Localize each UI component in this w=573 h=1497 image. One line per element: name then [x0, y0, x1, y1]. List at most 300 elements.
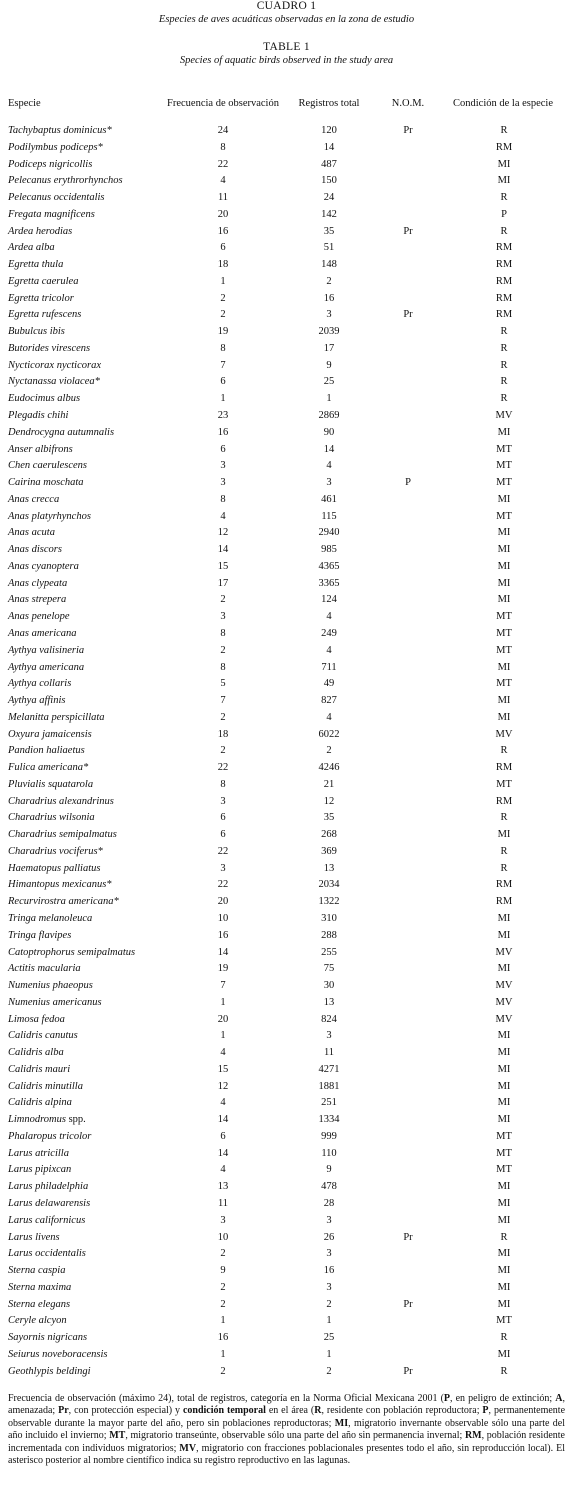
cell-records: 142	[321, 208, 337, 220]
table-row	[0, 1029, 573, 1046]
cell-records: 249	[321, 627, 337, 639]
cell-frequency: 1	[220, 1315, 226, 1327]
cell-frequency: 11	[217, 1198, 229, 1209]
cell-records: 12	[323, 795, 335, 807]
cell-condition: RM	[495, 242, 513, 254]
table-row	[0, 543, 573, 560]
cell-condition: RM	[495, 259, 513, 271]
cell-frequency: 18	[217, 259, 229, 271]
footnote	[8, 1393, 565, 1467]
cell-condition: R	[500, 393, 508, 405]
footnote-term: Pr	[58, 1405, 69, 1417]
cell-species: Aythya americana	[8, 661, 85, 673]
cell-species: Larus delawarensis	[8, 1198, 91, 1209]
cell-records: 35	[323, 225, 335, 237]
cell-condition: MI	[497, 426, 511, 438]
cell-frequency: 8	[220, 627, 226, 639]
cell-frequency: 4	[220, 175, 226, 187]
cell-frequency: 3	[220, 1214, 226, 1226]
cell-species: Haematopus palliatus	[8, 862, 101, 874]
cell-condition: R	[500, 326, 508, 338]
cell-records: 2	[326, 1298, 332, 1310]
cell-frequency: 16	[217, 1332, 229, 1344]
footnote-term: condición temporal	[182, 1405, 266, 1417]
cell-condition: R	[500, 342, 508, 354]
cell-species: Limosa fedoa	[8, 1013, 65, 1025]
table-row	[0, 1096, 573, 1113]
cell-nom: Pr	[403, 309, 413, 321]
table-row	[0, 258, 573, 275]
cell-species: Numenius americanus	[8, 996, 102, 1008]
cell-species: Anas platyrhynchos	[8, 510, 91, 522]
table-row	[0, 208, 573, 225]
cell-frequency: 22	[217, 879, 229, 891]
cell-records: 90	[323, 426, 335, 438]
table-row	[0, 761, 573, 778]
cell-frequency: 24	[217, 125, 229, 136]
cell-species: Plegadis chihi	[8, 410, 69, 422]
cell-species: Numenius phaeopus	[8, 980, 93, 992]
footnote-text: , en peligro de extinción;	[450, 1393, 556, 1404]
cell-frequency: 3	[220, 611, 226, 623]
table-row	[0, 593, 573, 610]
table-row	[0, 476, 573, 493]
cell-frequency: 1	[220, 1030, 226, 1042]
cell-species: Egretta thula	[8, 259, 64, 271]
table-row	[0, 1130, 573, 1147]
table-row	[0, 862, 573, 879]
cell-records: 51	[323, 242, 335, 254]
cell-frequency: 2	[220, 594, 226, 606]
table-row	[0, 795, 573, 812]
cell-records: 9	[326, 359, 332, 371]
cell-species: Podilymbus podiceps*	[8, 141, 103, 153]
cell-records: 11	[323, 1047, 335, 1059]
table-subtitle: Species of aquatic birds observed in the study area	[179, 55, 394, 66]
cell-frequency: 12	[217, 1080, 229, 1092]
cell-species: Egretta caerulea	[8, 275, 79, 287]
cell-records: 14	[323, 443, 335, 455]
cell-frequency: 3	[220, 862, 226, 874]
cell-species: Pelecanus erythrorhynchos	[8, 175, 123, 187]
cell-frequency: 3	[220, 795, 226, 807]
cell-frequency: 2	[220, 1298, 226, 1310]
cell-condition: R	[500, 845, 508, 857]
cell-species: Calidris alpina	[8, 1097, 72, 1109]
cell-species: Calidris canutus	[8, 1030, 78, 1042]
cell-records: 4	[326, 644, 332, 656]
cell-records: 1	[326, 393, 332, 405]
cell-condition: MI	[497, 711, 511, 723]
table-row	[0, 124, 573, 141]
cell-nom: P	[405, 477, 411, 489]
footnote-text: en el área (	[265, 1405, 315, 1417]
table-row	[0, 1080, 573, 1097]
table-row	[0, 359, 573, 376]
cell-frequency: 15	[217, 1063, 229, 1075]
cell-species: Melanitta perspicillata	[8, 711, 105, 723]
cell-condition: MT	[496, 510, 512, 522]
cell-frequency: 19	[217, 326, 229, 338]
cell-condition: MI	[497, 661, 511, 673]
cell-frequency: 15	[217, 560, 229, 572]
cell-frequency: 6	[220, 1130, 226, 1142]
cell-species: Larus livens	[8, 1231, 60, 1243]
cell-condition: RM	[495, 795, 513, 807]
cell-frequency: 1	[220, 393, 226, 405]
cell-condition: MI	[497, 1248, 511, 1260]
cell-species: Seiurus noveboracensis	[8, 1348, 108, 1360]
cell-species: Calidris minutilla	[8, 1080, 83, 1092]
table-row	[0, 392, 573, 409]
cell-records: 3	[326, 1281, 332, 1293]
cell-records: 26	[323, 1231, 335, 1243]
table-row	[0, 342, 573, 359]
cell-condition: MI	[497, 1030, 511, 1042]
cell-frequency: 4	[220, 510, 226, 522]
cell-records: 4	[326, 611, 332, 623]
cell-species: Calidris mauri	[8, 1063, 71, 1075]
cell-records: 985	[321, 544, 337, 556]
cell-condition: MI	[497, 1281, 511, 1293]
cell-frequency: 8	[220, 661, 226, 673]
cell-condition: R	[500, 359, 508, 371]
cell-nom: Pr	[403, 1231, 413, 1243]
table-row	[0, 1298, 573, 1315]
cell-records: 1881	[318, 1080, 340, 1092]
cell-frequency: 4	[220, 1164, 226, 1176]
cell-frequency: 14	[217, 1147, 229, 1159]
cell-species: Anas clypeata	[8, 577, 68, 589]
table-row	[0, 962, 573, 979]
table-row	[0, 946, 573, 963]
cell-frequency: 10	[217, 912, 229, 924]
cell-records: 3	[326, 1248, 332, 1260]
cell-species: Charadrius vociferus*	[8, 845, 103, 857]
cell-records: 2034	[318, 879, 340, 891]
cell-frequency: 3	[220, 477, 226, 489]
cell-records: 13	[323, 996, 335, 1008]
cell-species: Egretta rufescens	[8, 309, 82, 321]
cell-species: Limnodromus spp.	[8, 1114, 86, 1126]
cell-condition: MI	[497, 594, 511, 606]
cell-species: Anas americana	[8, 627, 77, 639]
cell-species: Tachybaptus dominicus*	[8, 125, 112, 136]
table-row	[0, 811, 573, 828]
table-row	[0, 191, 573, 208]
table-header	[0, 98, 573, 114]
cell-condition: R	[500, 745, 508, 757]
cell-frequency: 10	[217, 1231, 229, 1243]
cell-nom: Pr	[403, 1298, 413, 1310]
table-row	[0, 1147, 573, 1164]
table-row	[0, 979, 573, 996]
cell-frequency: 7	[220, 359, 226, 371]
table-row	[0, 241, 573, 258]
cell-condition: MT	[496, 1130, 512, 1142]
cell-condition: MI	[497, 1265, 511, 1277]
cell-frequency: 8	[220, 493, 226, 505]
cell-species: Larus atricilla	[8, 1147, 69, 1159]
cell-species: Tringa melanoleuca	[8, 912, 93, 924]
footnote-text: , residente con población reproductora;	[321, 1405, 483, 1417]
cell-records: 13	[323, 862, 335, 874]
cell-records: 2869	[318, 410, 340, 422]
cell-species: Charadrius wilsonia	[8, 812, 95, 824]
cell-species: Nycticorax nycticorax	[8, 359, 102, 371]
table-row	[0, 828, 573, 845]
table-row	[0, 661, 573, 678]
cell-species: Phalaropus tricolor	[8, 1130, 92, 1142]
table-row	[0, 845, 573, 862]
cell-records: 711	[321, 661, 337, 673]
cell-species: Chen caerulescens	[8, 460, 88, 472]
cell-condition: R	[500, 1231, 508, 1243]
table-row	[0, 878, 573, 895]
cell-records: 2	[326, 275, 332, 287]
cell-frequency: 2	[220, 309, 226, 321]
table-row	[0, 493, 573, 510]
table-row	[0, 778, 573, 795]
footnote-term: P	[443, 1393, 451, 1404]
cell-frequency: 20	[217, 1013, 229, 1025]
cell-condition: MI	[497, 1214, 511, 1226]
header-records: Registros total	[298, 98, 360, 109]
table-row	[0, 644, 573, 661]
cell-condition: MI	[497, 1198, 511, 1209]
cell-records: 21	[323, 778, 335, 790]
table-row	[0, 308, 573, 325]
cell-condition: RM	[495, 275, 513, 287]
cell-species: Dendrocygna autumnalis	[8, 426, 115, 438]
cell-condition: MI	[497, 929, 511, 941]
table-row	[0, 1365, 573, 1382]
cell-condition: RM	[495, 896, 513, 908]
cell-records: 2	[326, 745, 332, 757]
table-row	[0, 1046, 573, 1063]
cell-condition: RM	[495, 879, 513, 891]
footnote-text: , con protección especial) y	[68, 1405, 183, 1417]
cell-records: 255	[321, 946, 337, 958]
cell-condition: MT	[496, 778, 512, 790]
cell-nom: Pr	[403, 1365, 413, 1377]
table-row	[0, 1264, 573, 1281]
cell-condition: MI	[497, 493, 511, 505]
cell-records: 824	[321, 1013, 337, 1025]
cell-records: 827	[321, 695, 337, 707]
cell-species: Fulica americana*	[8, 762, 89, 774]
cell-records: 3	[326, 1214, 332, 1226]
cell-species: Cairina moschata	[8, 477, 84, 489]
table-row	[0, 996, 573, 1013]
table-row	[0, 560, 573, 577]
cell-condition: MT	[496, 644, 512, 656]
table-row	[0, 1331, 573, 1348]
table-row	[0, 325, 573, 342]
cell-condition: RM	[495, 762, 513, 774]
cell-records: 35	[323, 812, 335, 824]
cell-condition: MI	[497, 1080, 511, 1092]
cell-frequency: 14	[217, 544, 229, 556]
table-row	[0, 443, 573, 460]
cell-condition: MI	[497, 527, 511, 539]
footnote-text: Frecuencia de observación (máximo 24), total de registros, categoría en la Norma Oficial Mexicana 2001 (	[8, 1393, 444, 1404]
cell-condition: MI	[497, 544, 511, 556]
cell-records: 14	[323, 141, 335, 153]
cell-frequency: 16	[217, 426, 229, 438]
cell-condition: RM	[495, 292, 513, 304]
cell-condition: MT	[496, 611, 512, 623]
cell-records: 25	[323, 376, 335, 388]
cell-species: Charadrius alexandrinus	[8, 795, 114, 807]
cell-frequency: 22	[217, 158, 229, 170]
cell-condition: MI	[497, 1063, 511, 1075]
cell-records: 110	[321, 1147, 337, 1159]
footnote-text: , migratorio con fracciones poblacionales presentes todo el año, sin reproducción local). El asterisco posterior al nombre científico indica su registro reproductivo en las lagunas.	[8, 1442, 565, 1467]
cell-records: 1	[326, 1315, 332, 1327]
cell-records: 150	[321, 175, 337, 187]
cell-records: 999	[321, 1130, 337, 1142]
cell-records: 251	[321, 1097, 337, 1109]
table-row	[0, 610, 573, 627]
cell-records: 148	[321, 259, 337, 271]
cell-frequency: 2	[220, 1281, 226, 1293]
cell-records: 1334	[318, 1114, 340, 1126]
cell-species: Ardea alba	[8, 242, 55, 254]
cell-records: 3	[326, 477, 332, 489]
cell-records: 120	[321, 125, 337, 136]
cell-frequency: 6	[220, 242, 226, 254]
cell-frequency: 20	[217, 208, 229, 220]
table-row	[0, 1231, 573, 1248]
cell-condition: MI	[497, 577, 511, 589]
cell-condition: MI	[497, 829, 511, 841]
cell-records: 9	[326, 1164, 332, 1176]
cell-frequency: 18	[217, 728, 229, 740]
cell-frequency: 22	[217, 762, 229, 774]
table-row	[0, 895, 573, 912]
cell-condition: MT	[496, 678, 512, 690]
cell-records: 2940	[318, 527, 340, 539]
cell-species: Podiceps nigricollis	[8, 158, 93, 170]
cell-species: Anas discors	[8, 544, 62, 556]
cell-species: Larus californicus	[8, 1214, 86, 1226]
cell-species: Fregata magnificens	[8, 208, 95, 220]
footnote-text: , permanentemente observable durante la mayor parte del año, pero sin poblaciones reproductoras;	[8, 1405, 566, 1429]
cell-records: 369	[321, 845, 337, 857]
cell-species: Anser albifrons	[8, 443, 73, 455]
table-row	[0, 225, 573, 242]
cell-condition: MI	[497, 560, 511, 572]
cell-frequency: 5	[220, 678, 226, 690]
cell-species: Anas penelope	[8, 611, 70, 623]
cell-frequency: 4	[220, 1047, 226, 1059]
cell-species: Larus philadelphia	[8, 1181, 89, 1193]
cell-condition: MI	[497, 1097, 511, 1109]
cell-species: Larus pipixcan	[8, 1164, 72, 1176]
cell-records: 288	[321, 929, 337, 941]
cell-records: 16	[323, 292, 335, 304]
cell-frequency: 11	[217, 192, 229, 204]
footnote-term: RM	[464, 1430, 482, 1442]
cell-records: 487	[321, 158, 337, 170]
cell-records: 461	[321, 493, 337, 505]
table-row	[0, 1214, 573, 1231]
cell-frequency: 1	[220, 1348, 226, 1360]
cell-frequency: 8	[220, 342, 226, 354]
table-row	[0, 929, 573, 946]
cell-frequency: 16	[217, 929, 229, 941]
header-nom: N.O.M.	[391, 98, 425, 109]
table-row	[0, 275, 573, 292]
cell-records: 2	[326, 1365, 332, 1377]
cell-frequency: 14	[217, 946, 229, 958]
cell-species: Anas acuta	[8, 527, 55, 539]
cell-records: 4246	[318, 762, 340, 774]
cell-records: 124	[321, 594, 337, 606]
cell-frequency: 17	[217, 577, 229, 589]
cell-frequency: 22	[217, 845, 229, 857]
title-block	[0, 0, 573, 68]
header-species: Especie	[8, 98, 41, 109]
table-row	[0, 1013, 573, 1030]
cell-frequency: 1	[220, 996, 226, 1008]
cell-records: 17	[323, 342, 335, 354]
table-row	[0, 1163, 573, 1180]
table-row	[0, 1247, 573, 1264]
cell-condition: MV	[495, 996, 513, 1008]
cell-records: 3	[326, 309, 332, 321]
cell-frequency: 20	[217, 896, 229, 908]
cell-condition: R	[500, 862, 508, 874]
table-row	[0, 1063, 573, 1080]
footnote-term: P	[482, 1405, 489, 1417]
cell-condition: MI	[497, 1348, 511, 1360]
cell-species: Catoptrophorus semipalmatus	[8, 946, 136, 958]
table-row	[0, 577, 573, 594]
table-row	[0, 627, 573, 644]
cell-frequency: 8	[220, 141, 226, 153]
cell-records: 25	[323, 1332, 335, 1344]
table-row	[0, 694, 573, 711]
cell-frequency: 13	[217, 1181, 229, 1193]
table-row	[0, 1113, 573, 1130]
cell-condition: MV	[495, 946, 513, 958]
cell-condition: MI	[497, 1298, 511, 1310]
cell-condition: MI	[497, 1047, 511, 1059]
cell-species: Ceryle alcyon	[8, 1315, 67, 1327]
cell-condition: R	[500, 812, 508, 824]
cell-species: Calidris alba	[8, 1047, 64, 1059]
footnote-text: , migratorio invernante observable sólo una parte del año incluido el invierno;	[8, 1417, 565, 1442]
cell-frequency: 1	[220, 275, 226, 287]
cell-records: 6022	[318, 728, 340, 740]
cell-records: 3365	[318, 577, 340, 589]
cell-frequency: 6	[220, 443, 226, 455]
cell-records: 16	[323, 1265, 335, 1277]
cell-condition: MT	[496, 627, 512, 639]
cell-condition: RM	[495, 309, 513, 321]
cell-species: Butorides virescens	[8, 342, 91, 354]
cell-records: 3	[326, 1030, 332, 1042]
cell-frequency: 2	[220, 644, 226, 656]
table-row	[0, 1348, 573, 1365]
cell-species: Anas crecca	[8, 493, 60, 505]
cell-condition: MI	[497, 695, 511, 707]
table-row	[0, 1281, 573, 1298]
footnote-term: MV	[179, 1442, 197, 1454]
cell-species: Aythya affinis	[8, 695, 66, 707]
